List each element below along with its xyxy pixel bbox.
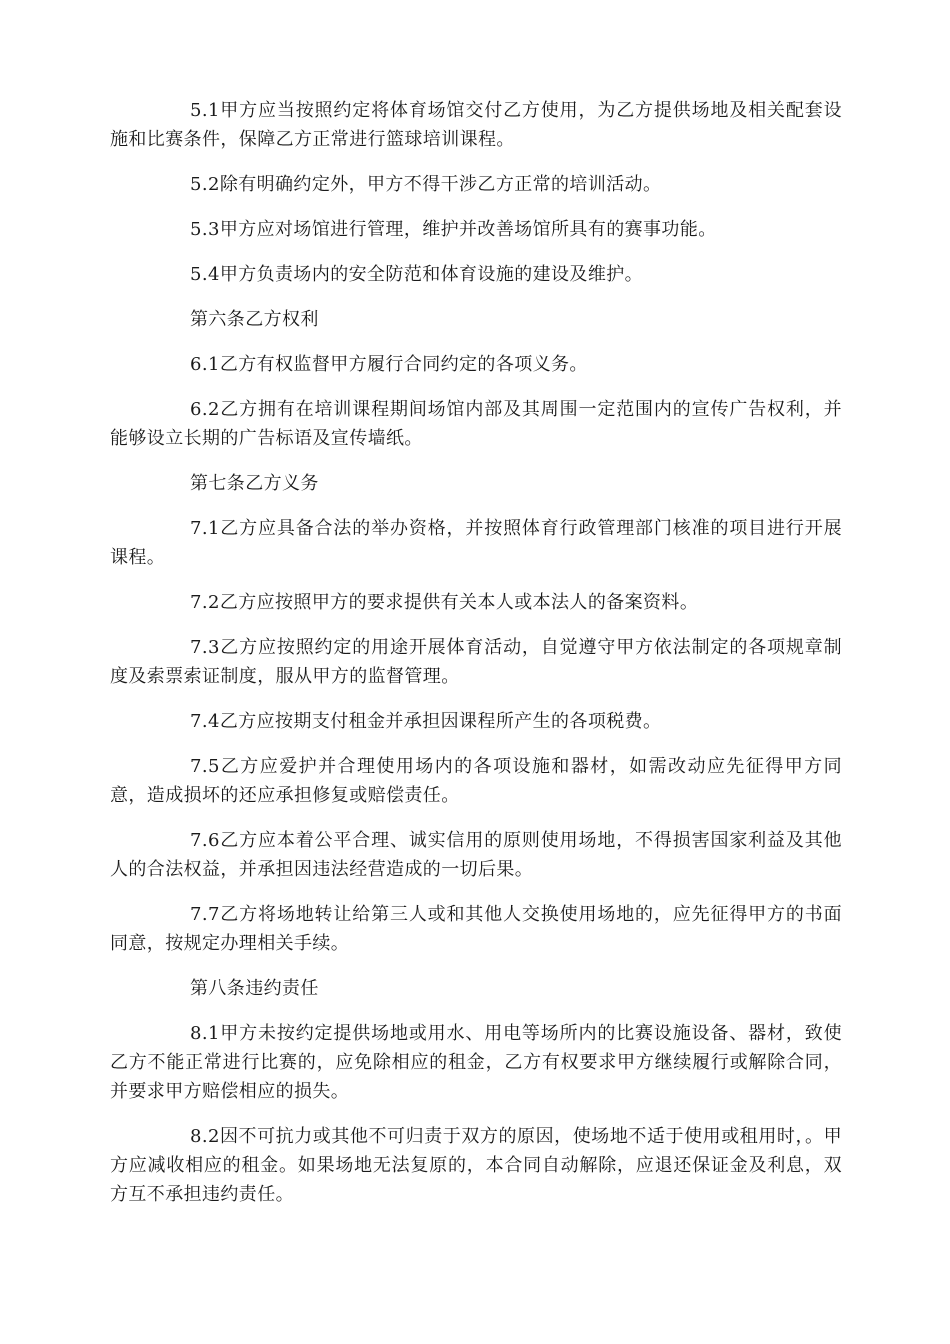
clause-6-1: 6.1乙方有权监督甲方履行合同约定的各项义务。: [190, 354, 588, 375]
clause-7-4: 7.4乙方应按期支付租金并承担因课程所产生的各项税费。: [190, 711, 662, 732]
clause-7-1: 7.1乙方应具备合法的举办资格，并按照体育行政管理部门核准的项目进行开展课程。: [110, 518, 842, 568]
article-6-heading: 第六条乙方权利: [190, 309, 319, 330]
clause-6-2: 6.2乙方拥有在培训课程期间场馆内部及其周围一定范围内的宣传广告权利，并能够设立长期的广告标语及宣传墙纸。: [110, 399, 842, 449]
clause-5-1: 5.1甲方应当按照约定将体育场馆交付乙方使用，为乙方提供场地及相关配套设施和比赛条件，保障乙方正常进行篮球培训课程。: [110, 100, 842, 150]
clause-7-2: 7.2乙方应按照甲方的要求提供有关本人或本法人的备案资料。: [190, 592, 699, 613]
clause-7-7: 7.7乙方将场地转让给第三人或和其他人交换使用场地的，应先征得甲方的书面同意，按规定办理相关手续。: [110, 904, 842, 954]
clause-8-1: 8.1甲方未按约定提供场地或用水、用电等场所内的比赛设施设备、器材，致使乙方不能正常进行比赛的，应免除相应的租金，乙方有权要求甲方继续履行或解除合同，并要求甲方赔偿相应的损失。: [110, 1023, 842, 1102]
clause-8-2: 8.2因不可抗力或其他不可归责于双方的原因，使场地不适于使用或租用时，。甲方应减收相应的租金。如果场地无法复原的，本合同自动解除，应退还保证金及利息，双方互不承担违约责任。: [110, 1126, 842, 1205]
document-body: [110, 96, 842, 1225]
article-7-heading: 第七条乙方义务: [190, 473, 319, 494]
clause-5-2: 5.2除有明确约定外，甲方不得干涉乙方正常的培训活动。: [190, 174, 662, 195]
clause-5-4: 5.4甲方负责场内的安全防范和体育设施的建设及维护。: [190, 264, 644, 285]
clause-7-5: 7.5乙方应爱护并合理使用场内的各项设施和器材，如需改动应先征得甲方同意，造成损坏的还应承担修复或赔偿责任。: [110, 756, 842, 806]
clause-5-3: 5.3甲方应对场馆进行管理，维护并改善场馆所具有的赛事功能。: [190, 219, 717, 240]
clause-7-3: 7.3乙方应按照约定的用途开展体育活动，自觉遵守甲方依法制定的各项规章制度及索票索证制度，服从甲方的监督管理。: [110, 637, 842, 687]
clause-7-6: 7.6乙方应本着公平合理、诚实信用的原则使用场地，不得损害国家利益及其他人的合法权益，并承担因违法经营造成的一切后果。: [110, 830, 842, 880]
article-8-heading: 第八条违约责任: [190, 978, 319, 999]
